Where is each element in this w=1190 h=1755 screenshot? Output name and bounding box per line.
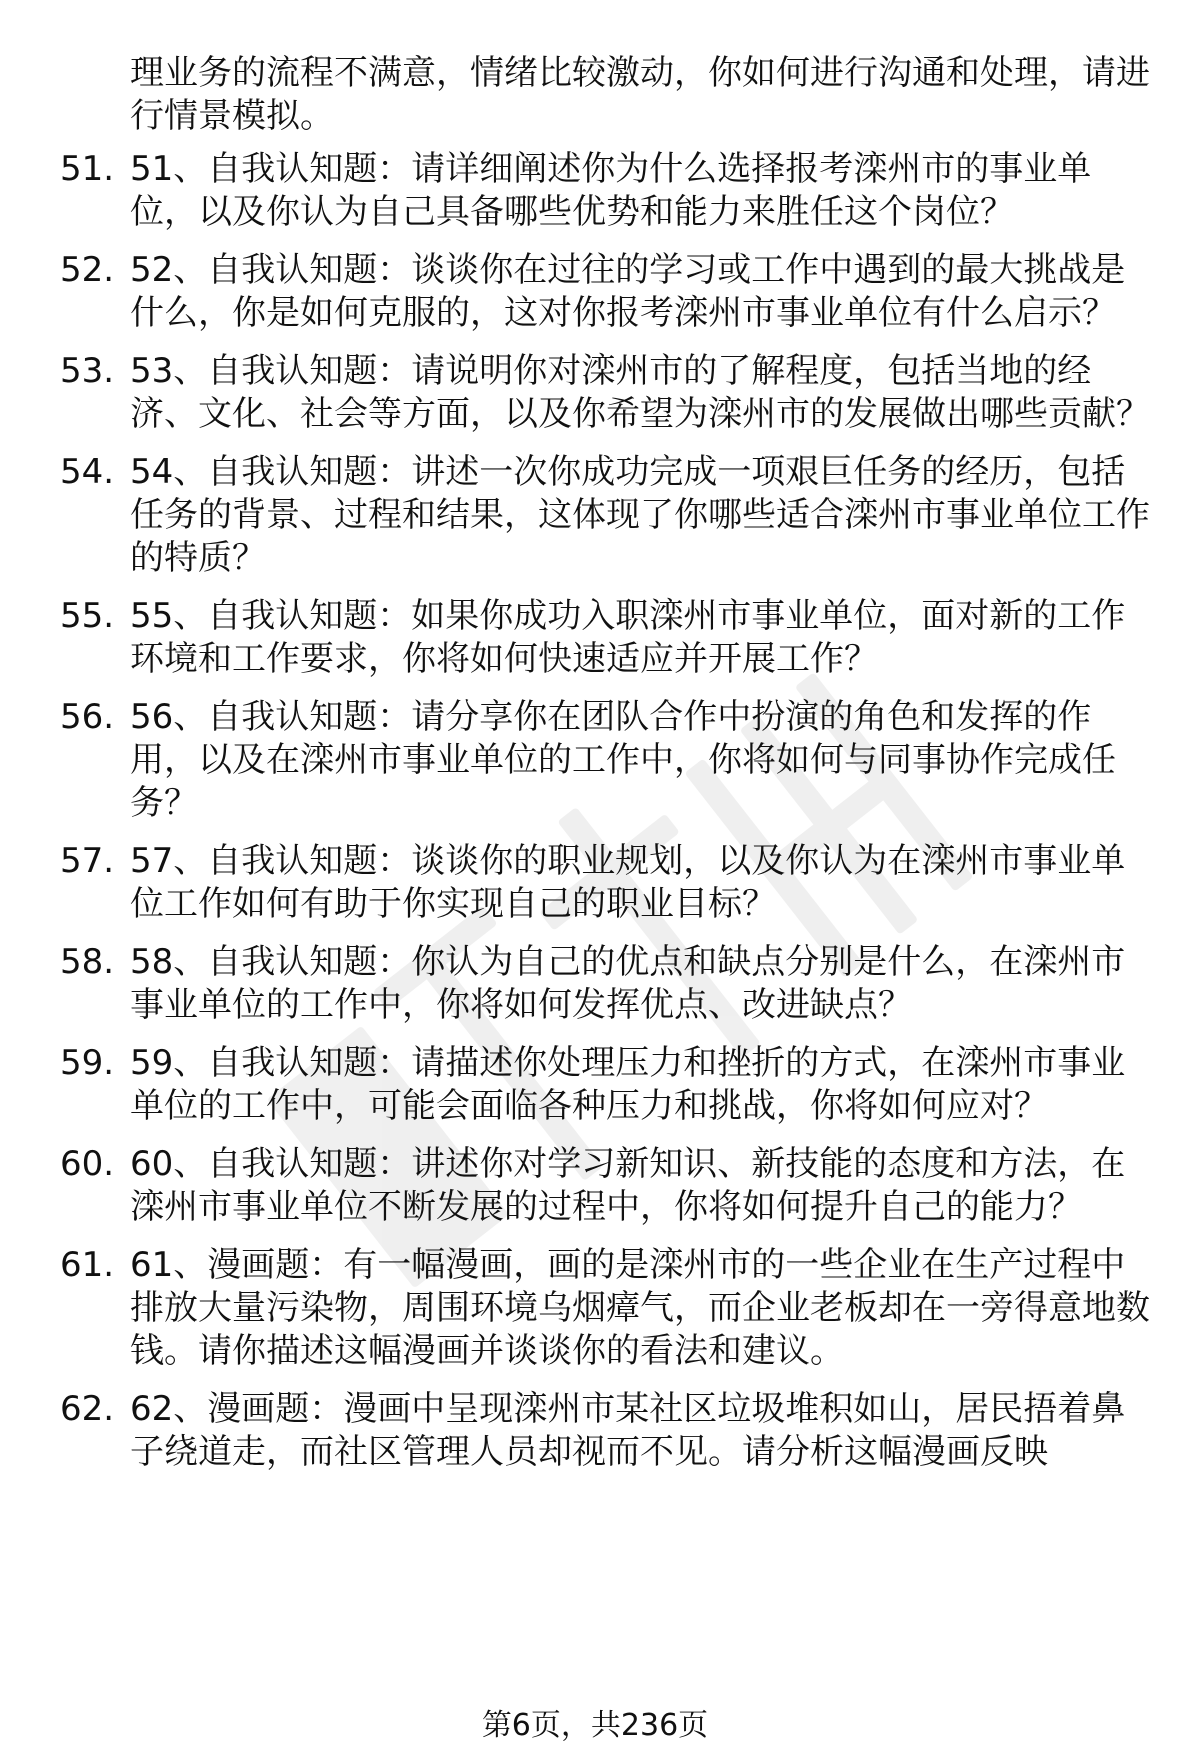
question-number: 56.: [60, 697, 115, 737]
question-number: 51.: [60, 149, 115, 189]
question-text: 60、自我认知题：讲述你对学习新知识、新技能的态度和方法，在滦州市事业单位不断发展的过程中，你将如何提升自己的能力？: [130, 1144, 1126, 1227]
question-number: 62.: [60, 1389, 115, 1429]
question-number: 57.: [60, 841, 115, 881]
question-number: 54.: [60, 452, 115, 492]
question-text: 54、自我认知题：讲述一次你成功完成一项艰巨任务的经历，包括任务的背景、过程和结果，这体现了你哪些适合滦州市事业单位工作的特质？: [130, 452, 1150, 578]
question-item: [0, 1388, 1190, 1474]
question-item: [0, 451, 1190, 580]
question-text: 58、自我认知题：你认为自己的优点和缺点分别是什么，在滦州市事业单位的工作中，你将如何发挥优点、改进缺点？: [130, 942, 1126, 1025]
question-number: 60.: [60, 1144, 115, 1184]
question-text: 59、自我认知题：请描述你处理压力和挫折的方式，在滦州市事业单位的工作中，可能会面临各种压力和挑战，你将如何应对？: [130, 1043, 1126, 1126]
page-footer: 第6页，共236页: [481, 1708, 709, 1743]
question-number: 53.: [60, 351, 115, 391]
question-item: [0, 1143, 1190, 1229]
question-text: 61、漫画题：有一幅漫画，画的是滦州市的一些企业在生产过程中排放大量污染物，周围环境乌烟瘴气，而企业老板却在一旁得意地数钱。请你描述这幅漫画并谈谈你的看法和建议。: [130, 1245, 1150, 1371]
question-number: 52.: [60, 250, 115, 290]
question-number: 59.: [60, 1043, 115, 1083]
question-item: [0, 1244, 1190, 1373]
question-text: 57、自我认知题：谈谈你的职业规划，以及你认为在滦州市事业单位工作如何有助于你实现自己的职业目标？: [130, 841, 1126, 924]
question-text: 55、自我认知题：如果你成功入职滦州市事业单位，面对新的工作环境和工作要求，你将如何快速适应并开展工作？: [130, 596, 1126, 679]
question-item: [0, 350, 1190, 436]
question-item: [0, 249, 1190, 335]
question-item: [0, 595, 1190, 681]
question-text: 62、漫画题：漫画中呈现滦州市某社区垃圾堆积如山，居民捂着鼻子绕道走，而社区管理人员却视而不见。请分析这幅漫画反映: [130, 1389, 1126, 1472]
question-item: [0, 840, 1190, 926]
continuation-paragraph: 理业务的流程不满意，情绪比较激动，你如何进行沟通和处理，请进行情景模拟。: [130, 53, 1150, 136]
question-item: [0, 696, 1190, 825]
question-number: 55.: [60, 596, 115, 636]
question-number: 58.: [60, 942, 115, 982]
question-text: 51、自我认知题：请详细阐述你为什么选择报考滦州市的事业单位，以及你认为自己具备哪些优势和能力来胜任这个岗位？: [130, 149, 1092, 232]
question-item: [0, 941, 1190, 1027]
question-item: [0, 148, 1190, 234]
question-item: [0, 1042, 1190, 1128]
question-text: 56、自我认知题：请分享你在团队合作中扮演的角色和发挥的作用，以及在滦州市事业单位的工作中，你将如何与同事协作完成任务？: [130, 697, 1116, 823]
question-text: 53、自我认知题：请说明你对滦州市的了解程度，包括当地的经济、文化、社会等方面，以及你希望为滦州市的发展做出哪些贡献？: [130, 351, 1150, 434]
question-text: 52、自我认知题：谈谈你在过往的学习或工作中遇到的最大挑战是什么，你是如何克服的，这对你报考滦州市事业单位有什么启示？: [130, 250, 1126, 333]
question-number: 61.: [60, 1245, 115, 1285]
question-list: [0, 148, 1190, 1489]
